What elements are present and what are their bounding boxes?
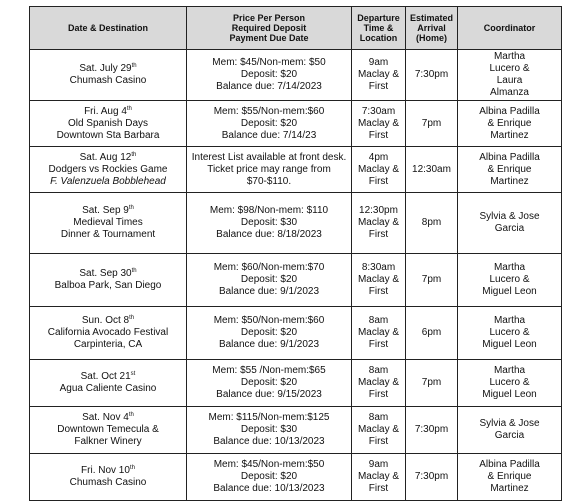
event-note: F. Valenzuela Bobblehead xyxy=(50,175,166,187)
departure-cell: 9am Maclay & First xyxy=(352,454,406,501)
price-cell: Interest List available at front desk. Ticket price may range from $70-$110. xyxy=(187,147,352,193)
table-row xyxy=(30,50,562,101)
departure-cell: 4pm Maclay & First xyxy=(352,147,406,193)
header-date-destination: Date & Destination xyxy=(30,7,187,50)
date-destination-cell: Fri. Nov 10th Chumash Casino xyxy=(30,454,187,501)
date-destination-cell: Sat. Oct 21st Agua Caliente Casino xyxy=(30,360,187,407)
coordinator-cell: Martha Lucero & Laura Almanza xyxy=(458,50,562,101)
departure-cell: 8:30am Maclay & First xyxy=(352,254,406,307)
table-row xyxy=(30,101,562,147)
price-cell: Mem: $55 /Non-mem:$65 Deposit: $20 Balance due: 9/15/2023 xyxy=(187,360,352,407)
date-destination-cell: Sat. Aug 12th Dodgers vs Rockies Game F. Valenzuela Bobblehead xyxy=(30,147,187,193)
header-departure: Departure Time & Location xyxy=(352,7,406,50)
arrival-cell: 7:30pm xyxy=(406,454,458,501)
trip-schedule-table xyxy=(29,6,562,501)
coordinator-cell: Martha Lucero & Miguel Leon xyxy=(458,360,562,407)
arrival-cell: 7:30pm xyxy=(406,407,458,454)
price-cell: Mem: $60/Non-mem:$70 Deposit: $20 Balance due: 9/1/2023 xyxy=(187,254,352,307)
departure-cell: 8am Maclay & First xyxy=(352,360,406,407)
table-row xyxy=(30,454,562,501)
table-row xyxy=(30,307,562,360)
price-cell: Mem: $45/Non-mem:$50 Deposit: $20 Balance due: 10/13/2023 xyxy=(187,454,352,501)
date-destination-cell: Fri. Aug 4th Old Spanish Days Downtown Sta Barbara xyxy=(30,101,187,147)
departure-cell: 12:30pm Maclay & First xyxy=(352,193,406,254)
date-destination-cell: Sat. Sep 9th Medieval Times Dinner & Tournament xyxy=(30,193,187,254)
price-cell: Mem: $50/Non-mem:$60 Deposit: $20 Balance due: 9/1/2023 xyxy=(187,307,352,360)
arrival-cell: 7pm xyxy=(406,101,458,147)
price-cell: Mem: $115/Non-mem:$125 Deposit: $30 Balance due: 10/13/2023 xyxy=(187,407,352,454)
price-cell: Mem: $45/Non-mem: $50 Deposit: $20 Balance due: 7/14/2023 xyxy=(187,50,352,101)
coordinator-cell: Martha Lucero & Miguel Leon xyxy=(458,254,562,307)
header-price: Price Per Person Required Deposit Payment Due Date xyxy=(187,7,352,50)
table-header-row xyxy=(30,7,562,50)
departure-cell: 7:30am Maclay & First xyxy=(352,101,406,147)
date-destination-cell: Sat. July 29th Chumash Casino xyxy=(30,50,187,101)
coordinator-cell: Sylvia & Jose Garcia xyxy=(458,193,562,254)
coordinator-cell: Sylvia & Jose Garcia xyxy=(458,407,562,454)
table-row xyxy=(30,360,562,407)
header-coordinator: Coordinator xyxy=(458,7,562,50)
coordinator-cell: Martha Lucero & Miguel Leon xyxy=(458,307,562,360)
departure-cell: 9am Maclay & First xyxy=(352,50,406,101)
table-row xyxy=(30,407,562,454)
price-cell: Mem: $55/Non-mem:$60 Deposit: $20 Balance due: 7/14/23 xyxy=(187,101,352,147)
date-destination-cell: Sat. Sep 30th Balboa Park, San Diego xyxy=(30,254,187,307)
coordinator-cell: Albina Padilla & Enrique Martinez xyxy=(458,101,562,147)
arrival-cell: 8pm xyxy=(406,193,458,254)
departure-cell: 8am Maclay & First xyxy=(352,307,406,360)
date-destination-cell: Sun. Oct 8th California Avocado Festival Carpinteria, CA xyxy=(30,307,187,360)
header-arrival: Estimated Arrival (Home) xyxy=(406,7,458,50)
price-cell: Mem: $98/Non-mem: $110 Deposit: $30 Balance due: 8/18/2023 xyxy=(187,193,352,254)
departure-cell: 8am Maclay & First xyxy=(352,407,406,454)
table-row xyxy=(30,147,562,193)
table-row xyxy=(30,193,562,254)
arrival-cell: 6pm xyxy=(406,307,458,360)
coordinator-cell: Albina Padilla & Enrique Martinez xyxy=(458,454,562,501)
arrival-cell: 7pm xyxy=(406,254,458,307)
arrival-cell: 7pm xyxy=(406,360,458,407)
arrival-cell: 12:30am xyxy=(406,147,458,193)
date-destination-cell: Sat. Nov 4th Downtown Temecula & Falkner Winery xyxy=(30,407,187,454)
coordinator-cell: Albina Padilla & Enrique Martinez xyxy=(458,147,562,193)
table-row xyxy=(30,254,562,307)
arrival-cell: 7:30pm xyxy=(406,50,458,101)
